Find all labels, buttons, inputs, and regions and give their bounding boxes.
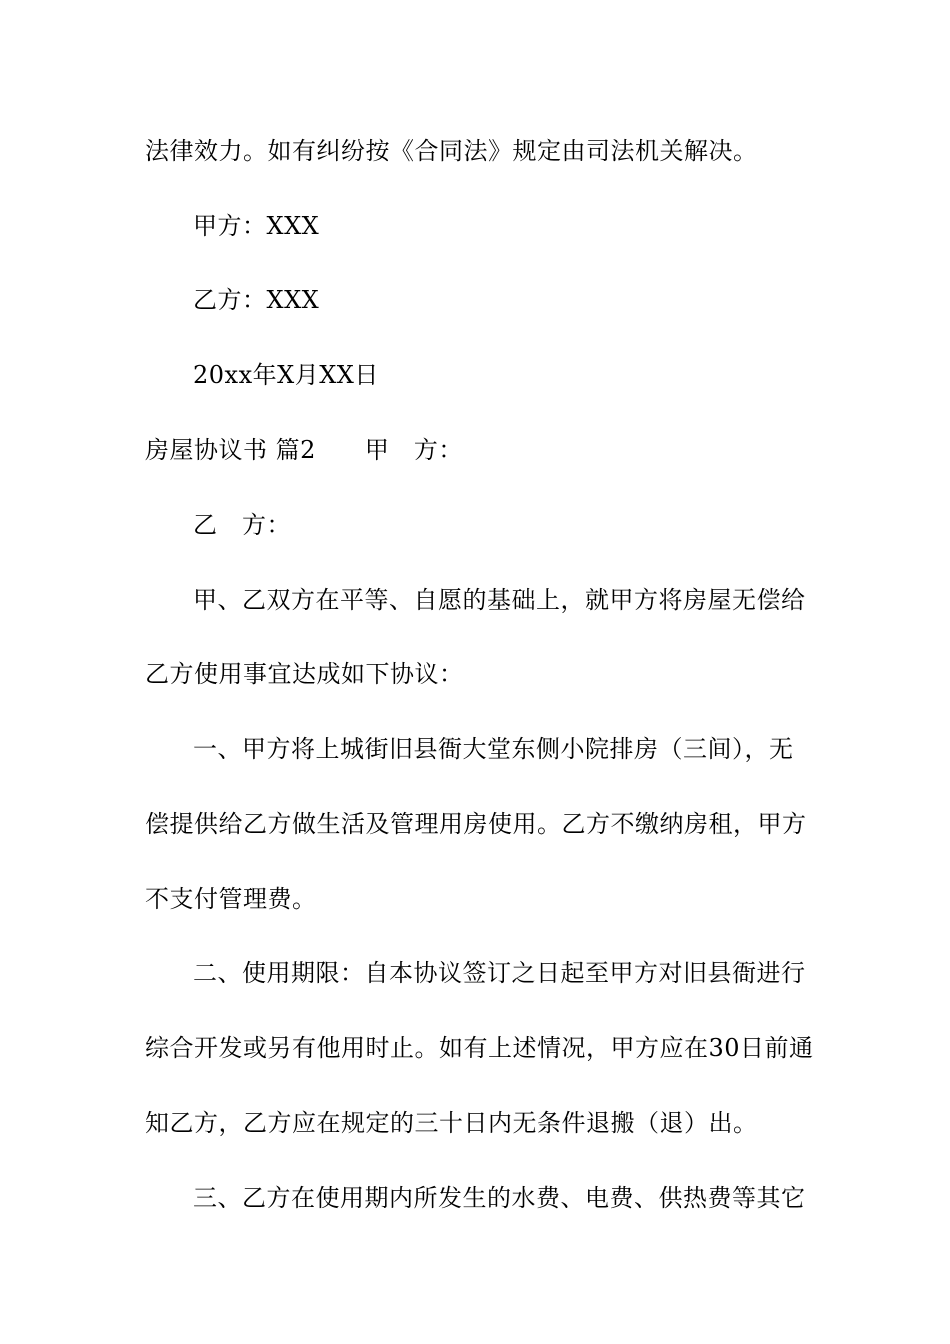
text-line: 法律效力。如有纠纷按《合同法》规定由司法机关解决。 [145,137,758,165]
clause-1-line: 偿提供给乙方做生活及管理用房使用。乙方不缴纳房租，甲方 [145,810,807,838]
party-b-line: 乙方：XXX [193,286,320,314]
clause-2-line: 综合开发或另有他用时止。如有上述情况，甲方应在30日前通 [145,1034,814,1062]
text-line: 乙方使用事宜达成如下协议： [145,660,464,688]
date-line: 20xx年X月XX日 [193,361,379,389]
text-line: 甲、乙双方在平等、自愿的基础上，就甲方将房屋无偿给 [193,586,806,614]
clause-2-line: 二、使用期限：自本协议签订之日起至甲方对旧县衙进行 [193,959,806,987]
clause-1-line: 一、甲方将上城街旧县衙大堂东侧小院排房（三间），无 [193,735,794,763]
party-a-line: 甲方：XXX [193,212,320,240]
section-heading: 房屋协议书 篇2 甲 方： [145,436,463,464]
clause-2-line: 知乙方，乙方应在规定的三十日内无条件退搬（退）出。 [145,1109,758,1137]
clause-1-line: 不支付管理费。 [145,885,317,913]
party-b-label: 乙 方： [193,511,291,539]
clause-3-line: 三、乙方在使用期内所发生的水费、电费、供热费等其它 [193,1184,806,1212]
